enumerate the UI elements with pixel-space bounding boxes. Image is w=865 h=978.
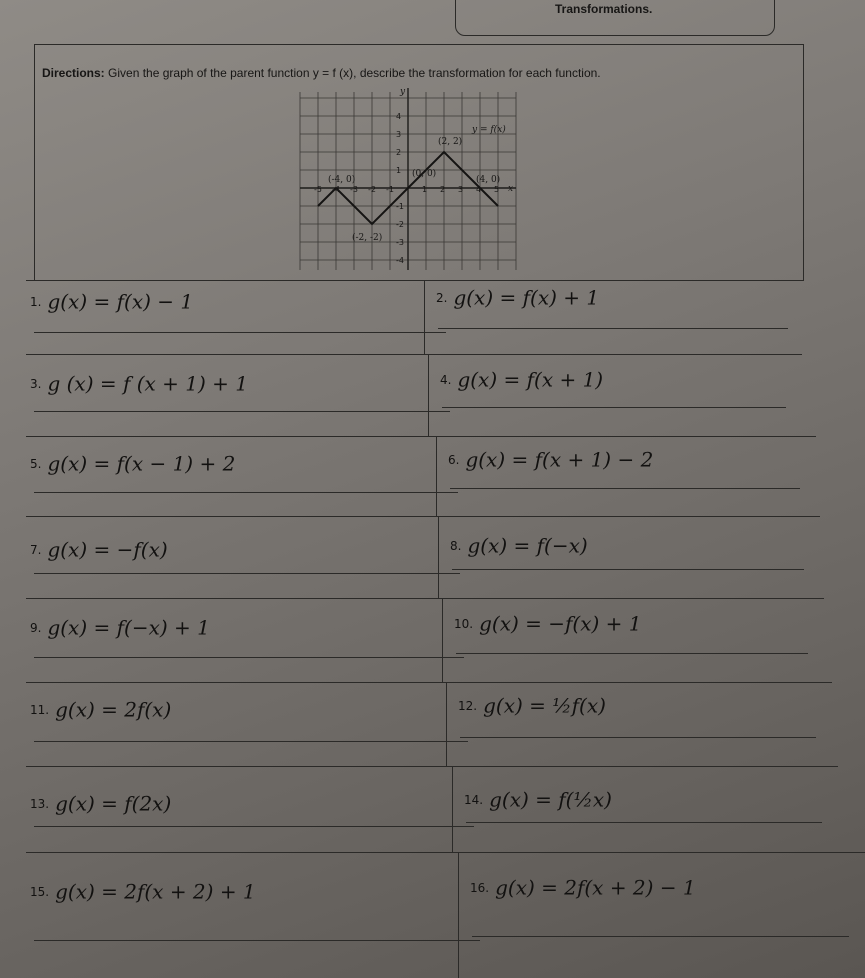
problem-10: [454, 610, 642, 636]
problem-number: 1.: [30, 294, 42, 309]
x-tick-label: 5: [494, 185, 500, 194]
x-tick-label: -2: [368, 185, 376, 194]
column-divider: [452, 766, 453, 852]
problem-equation: g(x) = f(−x): [467, 533, 588, 558]
point-label: (2, 2): [438, 137, 463, 147]
answer-line-2[interactable]: [438, 328, 788, 329]
problem-number: 16.: [470, 880, 490, 895]
problem-15: [30, 878, 256, 904]
y-tick-label: 3: [396, 130, 402, 139]
answer-line-1[interactable]: [34, 332, 446, 333]
answer-line-11[interactable]: [34, 741, 468, 742]
answer-line-4[interactable]: [442, 407, 786, 408]
answer-line-13[interactable]: [34, 826, 474, 827]
directions: [42, 66, 601, 80]
column-divider: [428, 354, 429, 436]
problem-number: 12.: [458, 698, 478, 713]
problem-equation: g(x) = f(−x) + 1: [47, 615, 210, 640]
column-divider: [424, 280, 425, 354]
problem-row: [26, 598, 824, 682]
problem-12: [458, 692, 606, 718]
point-label: (0, 0): [412, 169, 437, 179]
answer-line-12[interactable]: [460, 737, 816, 738]
x-tick-label: 4: [476, 185, 482, 194]
problem-equation: g(x) = f(x + 1) − 2: [465, 447, 654, 472]
problem-number: 5.: [30, 456, 42, 471]
x-tick-label: 1: [422, 185, 428, 194]
problem-4: [440, 366, 603, 392]
answer-line-6[interactable]: [450, 488, 800, 489]
problem-equation: g(x) = 2f(x): [55, 697, 172, 722]
point-label: (-2, -2): [352, 233, 383, 243]
column-divider: [442, 598, 443, 682]
problem-row: [26, 852, 865, 978]
problem-7: [30, 536, 168, 562]
y-tick-label: 1: [396, 166, 402, 175]
column-divider: [446, 682, 447, 766]
problem-number: 13.: [30, 796, 50, 811]
function-label: y = f(x): [472, 125, 506, 135]
y-axis-label: y: [400, 87, 406, 97]
y-tick-label: -4: [396, 256, 404, 265]
problem-equation: g(x) = f(x) + 1: [453, 285, 600, 310]
problem-equation: g(x) = f(2x): [55, 791, 172, 816]
problem-equation: g(x) = 2f(x + 2) − 1: [495, 875, 696, 900]
problem-number: 11.: [30, 702, 50, 717]
answer-line-15[interactable]: [34, 940, 480, 941]
y-tick-label: -3: [396, 238, 404, 247]
problem-8: [450, 532, 588, 558]
column-divider: [458, 852, 459, 978]
problem-number: 4.: [440, 372, 452, 387]
problem-1: [30, 288, 193, 314]
x-tick-label: -4: [332, 185, 340, 194]
problem-equation: g(x) = −f(x): [47, 537, 168, 562]
problem-number: 8.: [450, 538, 462, 553]
answer-line-5[interactable]: [34, 492, 458, 493]
problem-5: [30, 450, 235, 476]
y-tick-label: 2: [396, 148, 402, 157]
problem-equation: g(x) = ½f(x): [483, 693, 606, 718]
answer-line-10[interactable]: [456, 653, 808, 654]
problem-row: [26, 436, 816, 516]
problem-number: 3.: [30, 376, 42, 391]
problem-number: 14.: [464, 792, 484, 807]
y-tick-label: -2: [396, 220, 404, 229]
answer-line-14[interactable]: [466, 822, 822, 823]
x-tick-label: -1: [386, 185, 394, 194]
x-tick-label: 2: [440, 185, 446, 194]
problem-number: 15.: [30, 884, 50, 899]
answer-line-3[interactable]: [34, 411, 450, 412]
problem-equation: g(x) = f(x − 1) + 2: [47, 451, 236, 476]
problem-number: 10.: [454, 616, 474, 631]
problem-13: [30, 790, 171, 816]
problem-equation: g(x) = −f(x) + 1: [479, 611, 642, 636]
problem-equation: g(x) = f(x + 1): [457, 367, 604, 392]
answer-line-9[interactable]: [34, 657, 464, 658]
problem-14: [464, 786, 612, 812]
column-divider: [436, 436, 437, 516]
x-axis-label: x: [508, 184, 514, 194]
answer-line-16[interactable]: [472, 936, 849, 937]
problem-number: 6.: [448, 452, 460, 467]
problem-number: 9.: [30, 620, 42, 635]
problem-2: [436, 284, 599, 310]
point-label: (4, 0): [476, 175, 501, 185]
problem-equation: g(x) = f(½x): [489, 787, 612, 812]
x-tick-label: -3: [350, 185, 358, 194]
x-tick-label: 3: [458, 185, 464, 194]
directions-text: Given the graph of the parent function y = f (x), describe the transformation for each function.: [108, 66, 601, 80]
page-title: Transformations.: [555, 2, 653, 16]
problem-9: [30, 614, 210, 640]
point-label: (-4, 0): [328, 175, 356, 185]
x-tick-label: -5: [314, 185, 322, 194]
answer-line-8[interactable]: [452, 569, 804, 570]
problem-equation: g(x) = f(x) − 1: [47, 289, 194, 314]
y-tick-label: -1: [396, 202, 404, 211]
problem-equation: g (x) = f (x + 1) + 1: [47, 371, 249, 396]
problem-11: [30, 696, 171, 722]
problem-number: 7.: [30, 542, 42, 557]
answer-line-7[interactable]: [34, 573, 460, 574]
problem-number: 2.: [436, 290, 448, 305]
directions-label: Directions:: [42, 66, 105, 80]
problem-16: [470, 874, 696, 900]
y-tick-label: 4: [396, 112, 402, 121]
problem-equation: g(x) = 2f(x + 2) + 1: [55, 879, 256, 904]
problem-3: [30, 370, 248, 396]
parent-function-graph: [296, 86, 520, 272]
column-divider: [438, 516, 439, 598]
problem-row: [26, 682, 832, 766]
problem-6: [448, 446, 653, 472]
